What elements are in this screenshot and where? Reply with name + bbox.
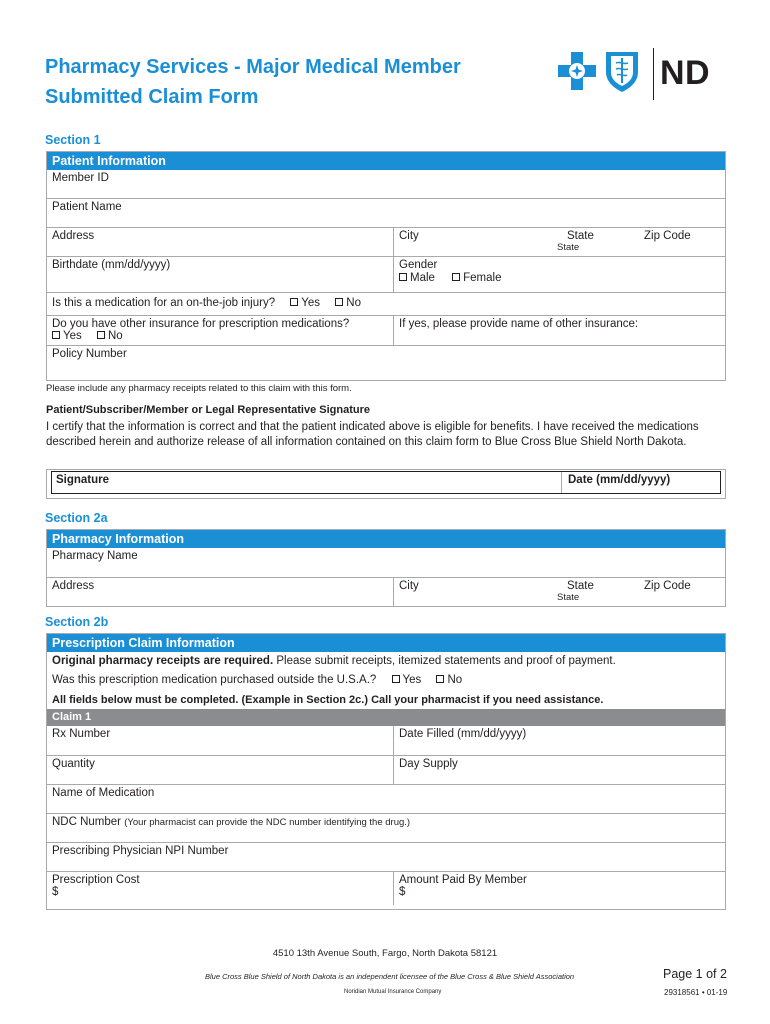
blue-cross-icon [558,52,596,90]
signature-date-label: Date (mm/dd/yyyy) [568,474,671,486]
pharmacy-address-row [47,577,725,606]
outside-usa-question: Was this prescription medication purchased outside the U.S.A.? [52,674,377,686]
physician-npi-field[interactable] [47,842,725,871]
signature-box [46,469,726,499]
patient-zip-field[interactable] [639,228,727,256]
form-title: Pharmacy Services - Major Medical Member Submitted Claim Form [45,56,461,108]
patient-city-field[interactable] [393,228,555,256]
patient-address-row [47,227,725,256]
member-id-field[interactable] [47,170,725,198]
patient-information-bar: Patient Information [47,152,725,170]
outside-usa-no-checkbox[interactable] [436,675,444,683]
injury-no-checkbox[interactable] [335,298,343,306]
medication-name-label: Name of Medication [52,787,155,799]
claim-1-bar: Claim 1 [47,709,725,726]
outside-usa-no-label: No [447,674,463,686]
medication-name-field[interactable] [47,784,725,813]
pharmacy-address-label: Address [52,580,95,592]
policy-number-field[interactable] [47,345,725,376]
amount-paid-label: Amount Paid By Member [399,874,527,886]
pharmacy-state-dropdown-label: State [557,592,607,603]
birthdate-label: Birthdate (mm/dd/yyyy) [52,259,171,271]
quantity-field[interactable] [47,756,393,784]
city-label: City [399,230,419,242]
pharmacy-name-label: Pharmacy Name [52,550,138,562]
signature-date-field[interactable] [561,472,720,493]
amount-paid-field[interactable] [393,872,725,905]
pharmacy-state-label: State [567,580,594,592]
female-checkbox[interactable] [452,273,460,281]
rx-date-row [47,726,725,755]
quantity-label: Quantity [52,758,95,770]
patient-information-box [46,151,726,381]
physician-npi-label: Prescribing Physician NPI Number [52,845,229,857]
pharmacy-city-field[interactable] [393,578,555,606]
section-2b-label: Section 2b [45,615,109,629]
cost-paid-row [47,871,725,905]
pharmacy-information-bar: Pharmacy Information [47,530,725,548]
section-1-label: Section 1 [45,133,101,147]
ndc-number-label: NDC Number [52,816,122,828]
receipts-required-line [47,652,725,672]
ndc-number-field[interactable] [47,813,725,842]
footer-address: 4510 13th Avenue South, Fargo, North Dakota 58121 [272,948,498,959]
footer-licensee: Blue Cross Blue Shield of North Dakota is an independent licensee of the Blue Cross & Blue Shield Association [205,972,575,981]
zip-label: Zip Code [644,230,691,242]
signature-label: Signature [56,474,110,486]
receipts-required-bold: Original pharmacy receipts are required. [52,655,274,667]
date-filled-label: Date Filled (mm/dd/yyyy) [399,728,527,740]
outside-usa-yes-label: Yes [402,674,422,686]
other-insurance-name-label: If yes, please provide name of other insurance: [399,318,639,330]
signature-heading: Patient/Subscriber/Member or Legal Representative Signature [46,404,370,416]
logo-divider [653,48,654,100]
signature-inner-frame [51,471,721,494]
birthdate-gender-row [47,256,725,292]
outside-usa-yes-checkbox[interactable] [392,675,400,683]
rx-number-field[interactable] [47,726,393,755]
gender-label: Gender [399,259,438,271]
footer-subsidiary: Noridian Mutual Insurance Company [344,989,442,995]
pharmacy-zip-field[interactable] [639,578,727,606]
injury-question-row [47,292,725,315]
outside-usa-line [47,672,725,691]
state-dropdown-label: State [557,242,607,253]
pharmacy-zip-label: Zip Code [644,580,691,592]
member-id-label: Member ID [52,172,109,184]
all-fields-instruction: All fields below must be completed. (Example in Section 2c.) Call your pharmacist if you need assistance. [52,694,604,706]
amount-paid-dollar: $ [399,886,406,898]
certification-text: I certify that the information is correct and that the patient indicated above is eligible for benefits. I have received the medications described herein and authorize release of all information contained on this claim form to Blue Cross Blue Shield North Dakota. [46,421,699,448]
patient-address-field[interactable] [47,228,393,256]
quantity-supply-row [47,755,725,784]
receipts-note: Please include any pharmacy receipts related to this claim with this form. [46,383,352,394]
day-supply-label: Day Supply [399,758,458,770]
date-filled-field[interactable] [393,726,725,755]
other-insurance-yes-checkbox[interactable] [52,331,60,339]
page-number: Page 1 of 2 [663,967,727,981]
pharmacy-name-field[interactable] [47,548,725,577]
injury-question: Is this a medication for an on-the-job injury? [52,297,276,309]
section-2a-label: Section 2a [45,511,108,525]
pharmacy-information-box [46,529,726,607]
logo-nd-text: ND [660,54,711,92]
injury-yes-label: Yes [301,297,321,309]
ndc-number-note: (Your pharmacist can provide the NDC number identifying the drug.) [124,817,411,828]
state-label: State [567,230,594,242]
other-insurance-question: Do you have other insurance for prescription medications? [52,318,350,330]
other-insurance-no-checkbox[interactable] [97,331,105,339]
other-insurance-question-cell [47,316,393,345]
patient-name-label: Patient Name [52,201,122,213]
other-insurance-row [47,315,725,345]
prescription-claim-bar: Prescription Claim Information [47,634,725,652]
address-label: Address [52,230,95,242]
rx-number-label: Rx Number [52,728,111,740]
day-supply-field[interactable] [393,756,725,784]
patient-state-field[interactable] [557,228,637,256]
pharmacy-state-field[interactable] [557,578,637,606]
prescription-cost-label: Prescription Cost [52,874,140,886]
signature-field[interactable] [52,472,561,493]
injury-no-label: No [346,297,361,309]
other-insurance-no-label: No [107,330,123,342]
blue-shield-icon [604,50,640,94]
birthdate-field[interactable] [47,257,393,292]
female-label: Female [463,272,502,284]
bcbs-logo [558,48,728,100]
receipts-required-rest: Please submit receipts, itemized statements and proof of payment. [273,655,616,667]
prescription-cost-field[interactable] [47,872,393,905]
form-number: 29318561 • 01-19 [664,988,728,997]
gender-field [393,257,725,292]
pharmacy-city-label: City [399,580,419,592]
prescription-claim-box [46,633,726,910]
patient-name-field[interactable] [47,198,725,227]
pharmacy-address-field[interactable] [47,578,393,606]
injury-yes-checkbox[interactable] [290,298,298,306]
other-insurance-name-field[interactable] [393,316,725,345]
other-insurance-yes-label: Yes [63,330,82,342]
male-label: Male [410,272,435,284]
prescription-cost-dollar: $ [52,886,59,898]
male-checkbox[interactable] [399,273,407,281]
policy-number-label: Policy Number [52,348,127,360]
